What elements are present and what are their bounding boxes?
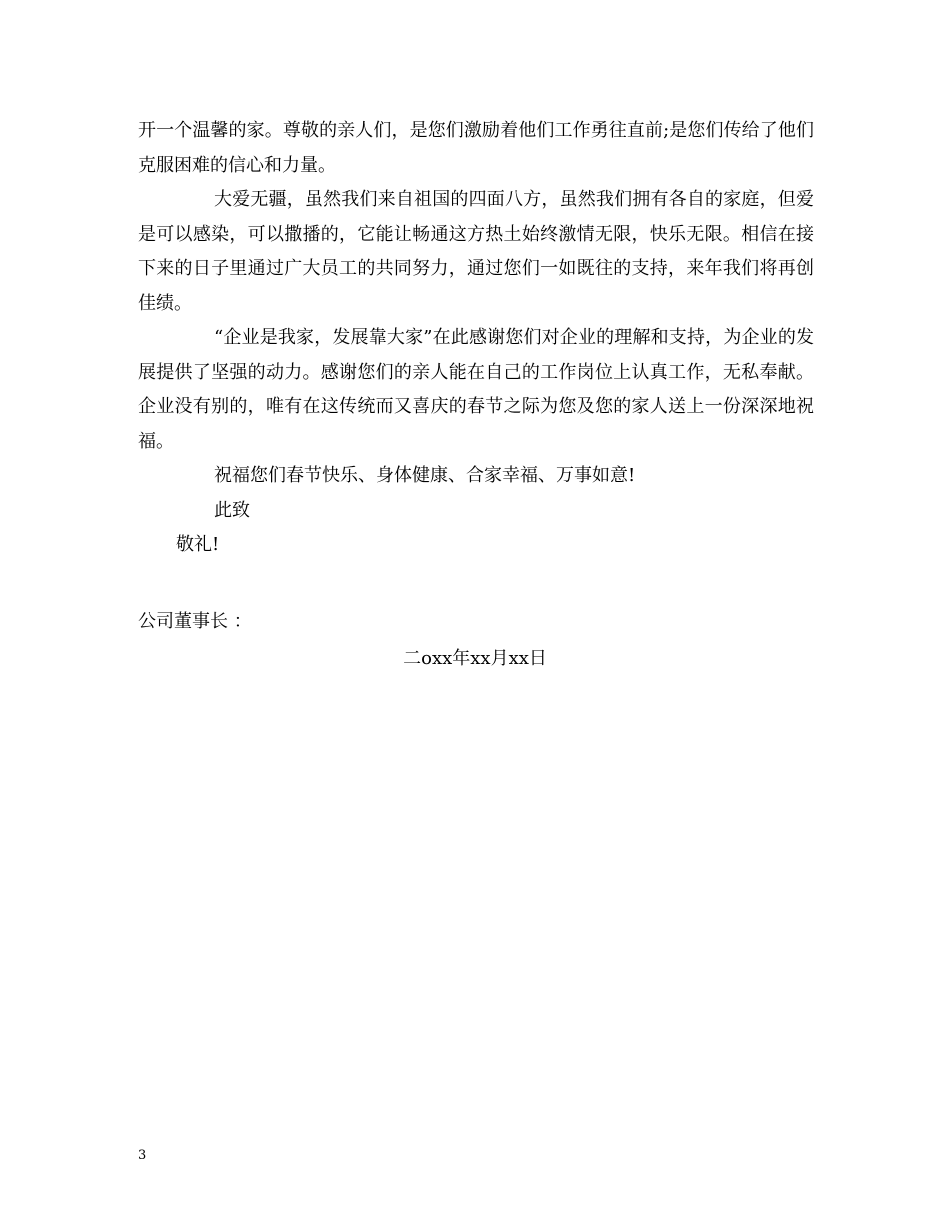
- signature-line: 公司董事长 ：: [138, 611, 252, 632]
- page-number: 3: [138, 1148, 147, 1163]
- closing-line: 此致: [214, 499, 250, 521]
- date-line: 二oxx年xx月xx日: [403, 648, 547, 669]
- paragraph-continuation: 开一个温馨的家。尊敬的亲人们，是您们激励着他们工作勇往直前;是您们传给了他们克服困难的信心和力量。: [138, 120, 814, 176]
- letter-body: [138, 114, 814, 563]
- blessing-line: 祝福您们春节快乐、身体健康、合家幸福、万事如意!: [214, 465, 636, 486]
- paragraph-enterprise-thanks: “企业是我家，发展靠大家”在此感谢您们对企业的理解和支持，为企业的发展提供了坚强的动力。感谢您们的亲人能在自己的工作岗位上认真工作，无私奉献。企业没有别的，唯有在这传统而又喜庆的春节之际为您及您的家人送上一份深深地祝福。: [138, 327, 814, 452]
- paragraph-great-love: 大爱无疆，虽然我们来自祖国的四面八方，虽然我们拥有各自的家庭，但爱是可以感染，可以撒播的，它能让畅通这方热土始终激情无限，快乐无限。相信在接下来的日子里通过广大员工的共同努力，通过您们一如既往的支持，来年我们将再创佳绩。: [138, 189, 814, 314]
- regards-line: 敬礼!: [176, 534, 220, 555]
